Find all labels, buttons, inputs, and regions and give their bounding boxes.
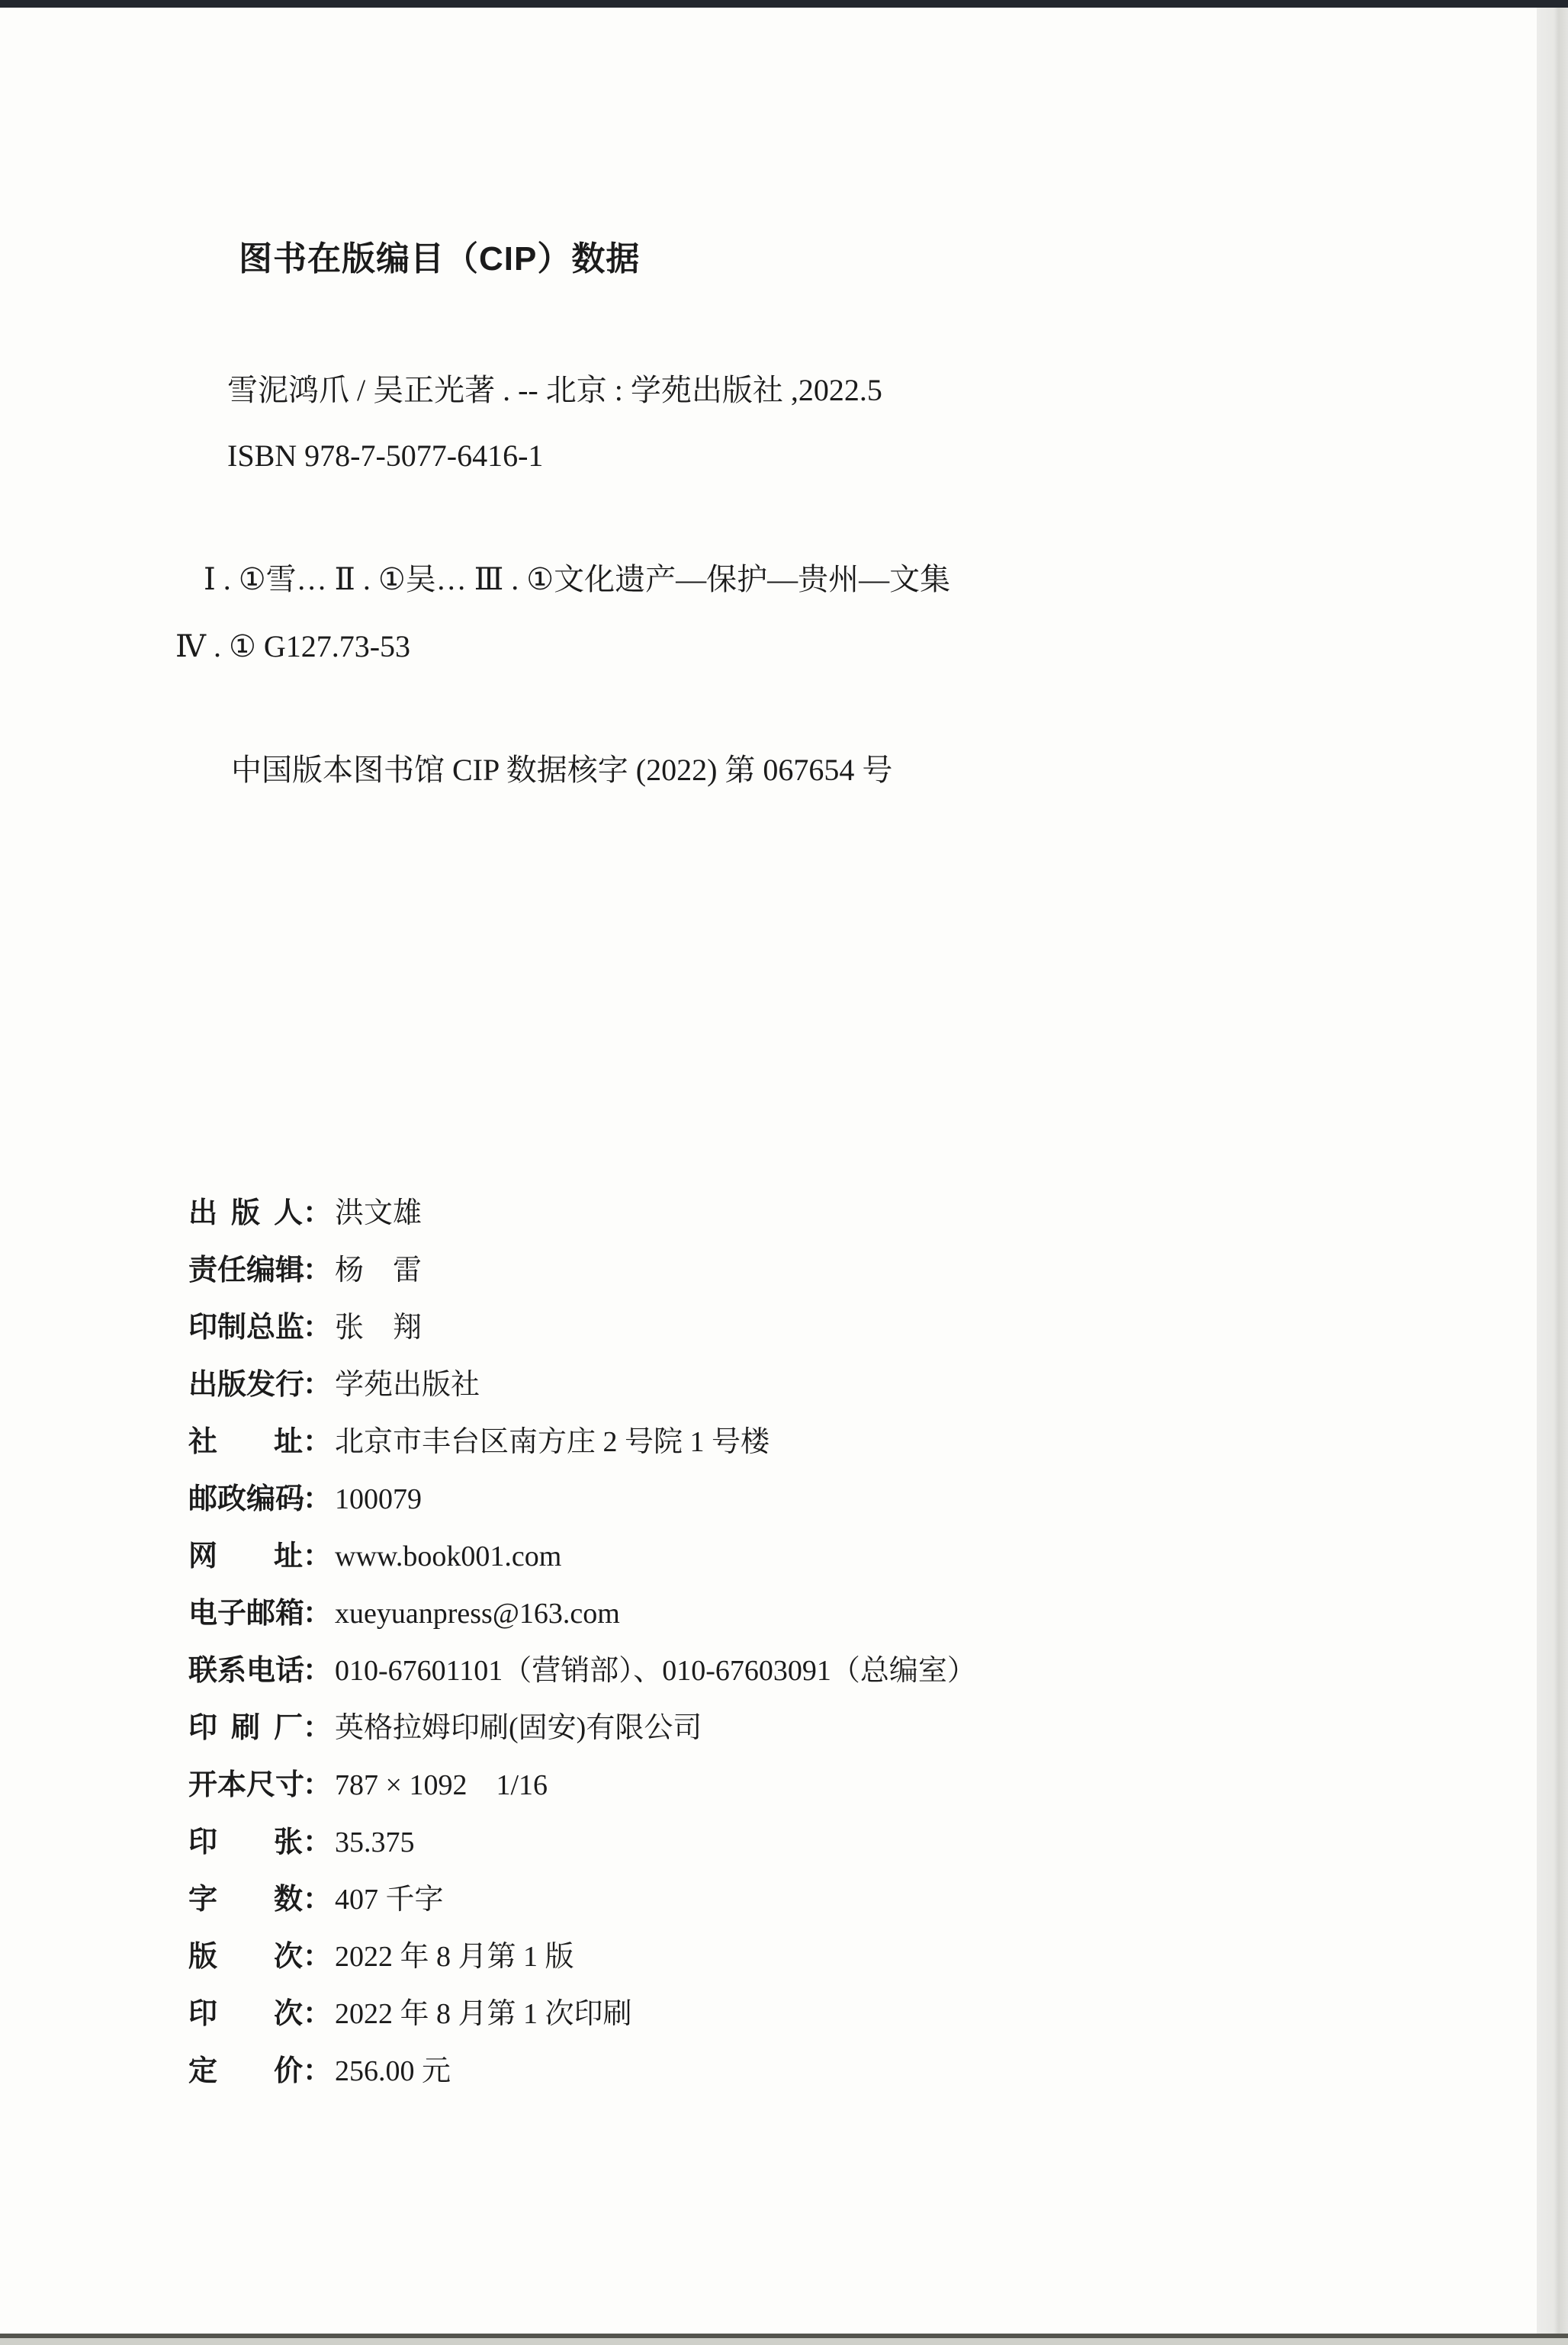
pub-row-value: 2022 年 8 月第 1 版 xyxy=(335,1941,574,1973)
pub-row-publisher-person xyxy=(188,1199,422,1229)
pub-row-label: 印张 xyxy=(188,1826,303,1858)
pub-row-value: 010-67601101（营销部）、010-67603091（总编室） xyxy=(335,1655,976,1687)
pub-row-colon: ： xyxy=(303,1254,333,1287)
pub-row-word-count xyxy=(188,1885,444,1916)
pub-row-label: 联系电话 xyxy=(188,1655,305,1687)
pub-row-label: 印制总监 xyxy=(188,1312,305,1344)
pub-row-print-director xyxy=(188,1313,422,1344)
pub-row-value: 北京市丰台区南方庄 2 号院 1 号楼 xyxy=(335,1426,770,1458)
cip-isbn-line: ISBN 978-7-5077-6416-1 xyxy=(227,438,544,473)
pub-row-value: 35.375 xyxy=(335,1826,415,1858)
pub-row-label: 责任编辑 xyxy=(188,1254,305,1287)
pub-row-colon: ： xyxy=(303,1426,333,1458)
pub-row-colon: ： xyxy=(303,2055,333,2087)
pub-row-phone xyxy=(188,1656,976,1687)
pub-row-colon: ： xyxy=(303,1712,333,1744)
pub-row-colon: ： xyxy=(303,1998,333,2030)
pub-row-value: 学苑出版社 xyxy=(335,1369,480,1401)
pub-row-label: 出版人 xyxy=(188,1197,303,1229)
scan-top-edge xyxy=(0,0,1568,8)
pub-row-value: 100079 xyxy=(335,1483,423,1515)
pub-row-value: 张 翔 xyxy=(335,1312,423,1344)
pub-row-edition xyxy=(188,1942,574,1973)
pub-row-colon: ： xyxy=(303,1483,333,1515)
pub-row-value: 2022 年 8 月第 1 次印刷 xyxy=(335,1998,632,2030)
cip-record-number-line: 中国版本图书馆 CIP 数据核字 (2022) 第 067654 号 xyxy=(231,753,893,787)
pub-row-label: 印刷厂 xyxy=(188,1712,303,1744)
pub-row-colon: ： xyxy=(303,1312,333,1344)
pub-row-label: 开本尺寸 xyxy=(188,1769,305,1801)
cip-classification-line-1: Ⅰ . ①雪… Ⅱ . ①吴… Ⅲ . ①文化遗产—保护—贵州—文集 xyxy=(204,562,951,596)
pub-row-printer xyxy=(188,1714,702,1744)
pub-row-value: 256.00 元 xyxy=(335,2055,451,2087)
pub-row-label: 社址 xyxy=(188,1426,303,1458)
pub-row-colon: ： xyxy=(303,1197,333,1229)
pub-row-label: 版次 xyxy=(188,1941,303,1973)
pub-row-format-size xyxy=(188,1771,548,1801)
pub-row-label: 出版发行 xyxy=(188,1369,305,1401)
pub-row-value: 洪文雄 xyxy=(335,1197,423,1229)
pub-row-website xyxy=(188,1542,561,1572)
pub-row-colon: ： xyxy=(303,1826,333,1858)
pub-row-address xyxy=(188,1428,770,1458)
cip-classification-line-2: Ⅳ . ① G127.73-53 xyxy=(175,629,411,663)
pub-row-price xyxy=(188,2057,451,2087)
scan-bottom-fill xyxy=(0,2338,1568,2345)
pub-row-label: 邮政编码 xyxy=(188,1483,305,1515)
pub-row-editor xyxy=(188,1256,422,1287)
pub-row-colon: ： xyxy=(303,1598,333,1630)
pub-row-value: xueyuanpress@163.com xyxy=(335,1598,620,1630)
pub-row-value: 407 千字 xyxy=(335,1884,444,1916)
pub-row-label: 印次 xyxy=(188,1998,303,2030)
pub-row-publisher xyxy=(188,1370,480,1401)
pub-row-colon: ： xyxy=(303,1769,333,1801)
pub-row-colon: ： xyxy=(303,1941,333,1973)
pub-row-label: 网址 xyxy=(188,1540,303,1572)
cip-block-title: 图书在版编目（CIP）数据 xyxy=(239,240,641,278)
pub-row-colon: ： xyxy=(303,1884,333,1916)
pub-row-value: 杨 雷 xyxy=(335,1254,423,1287)
pub-row-value: 英格拉姆印刷(固安)有限公司 xyxy=(335,1712,702,1744)
pub-row-value: 787 × 1092 1/16 xyxy=(335,1769,548,1801)
pub-row-label: 字数 xyxy=(188,1884,303,1916)
cip-book-title-line: 雪泥鸿爪 / 吴正光著 . -- 北京 : 学苑出版社 ,2022.5 xyxy=(227,373,882,407)
pub-row-value: www.book001.com xyxy=(335,1540,562,1572)
pub-row-printing xyxy=(188,2000,632,2030)
pub-row-colon: ： xyxy=(303,1655,333,1687)
scan-right-edge xyxy=(1537,0,1568,2345)
pub-row-email xyxy=(188,1599,620,1630)
pub-row-colon: ： xyxy=(303,1540,333,1572)
pub-row-sheets xyxy=(188,1828,415,1858)
pub-row-colon: ： xyxy=(303,1369,333,1401)
pub-row-label: 电子邮箱 xyxy=(188,1598,305,1630)
pub-row-label: 定价 xyxy=(188,2055,303,2087)
pub-row-postcode xyxy=(188,1485,422,1515)
